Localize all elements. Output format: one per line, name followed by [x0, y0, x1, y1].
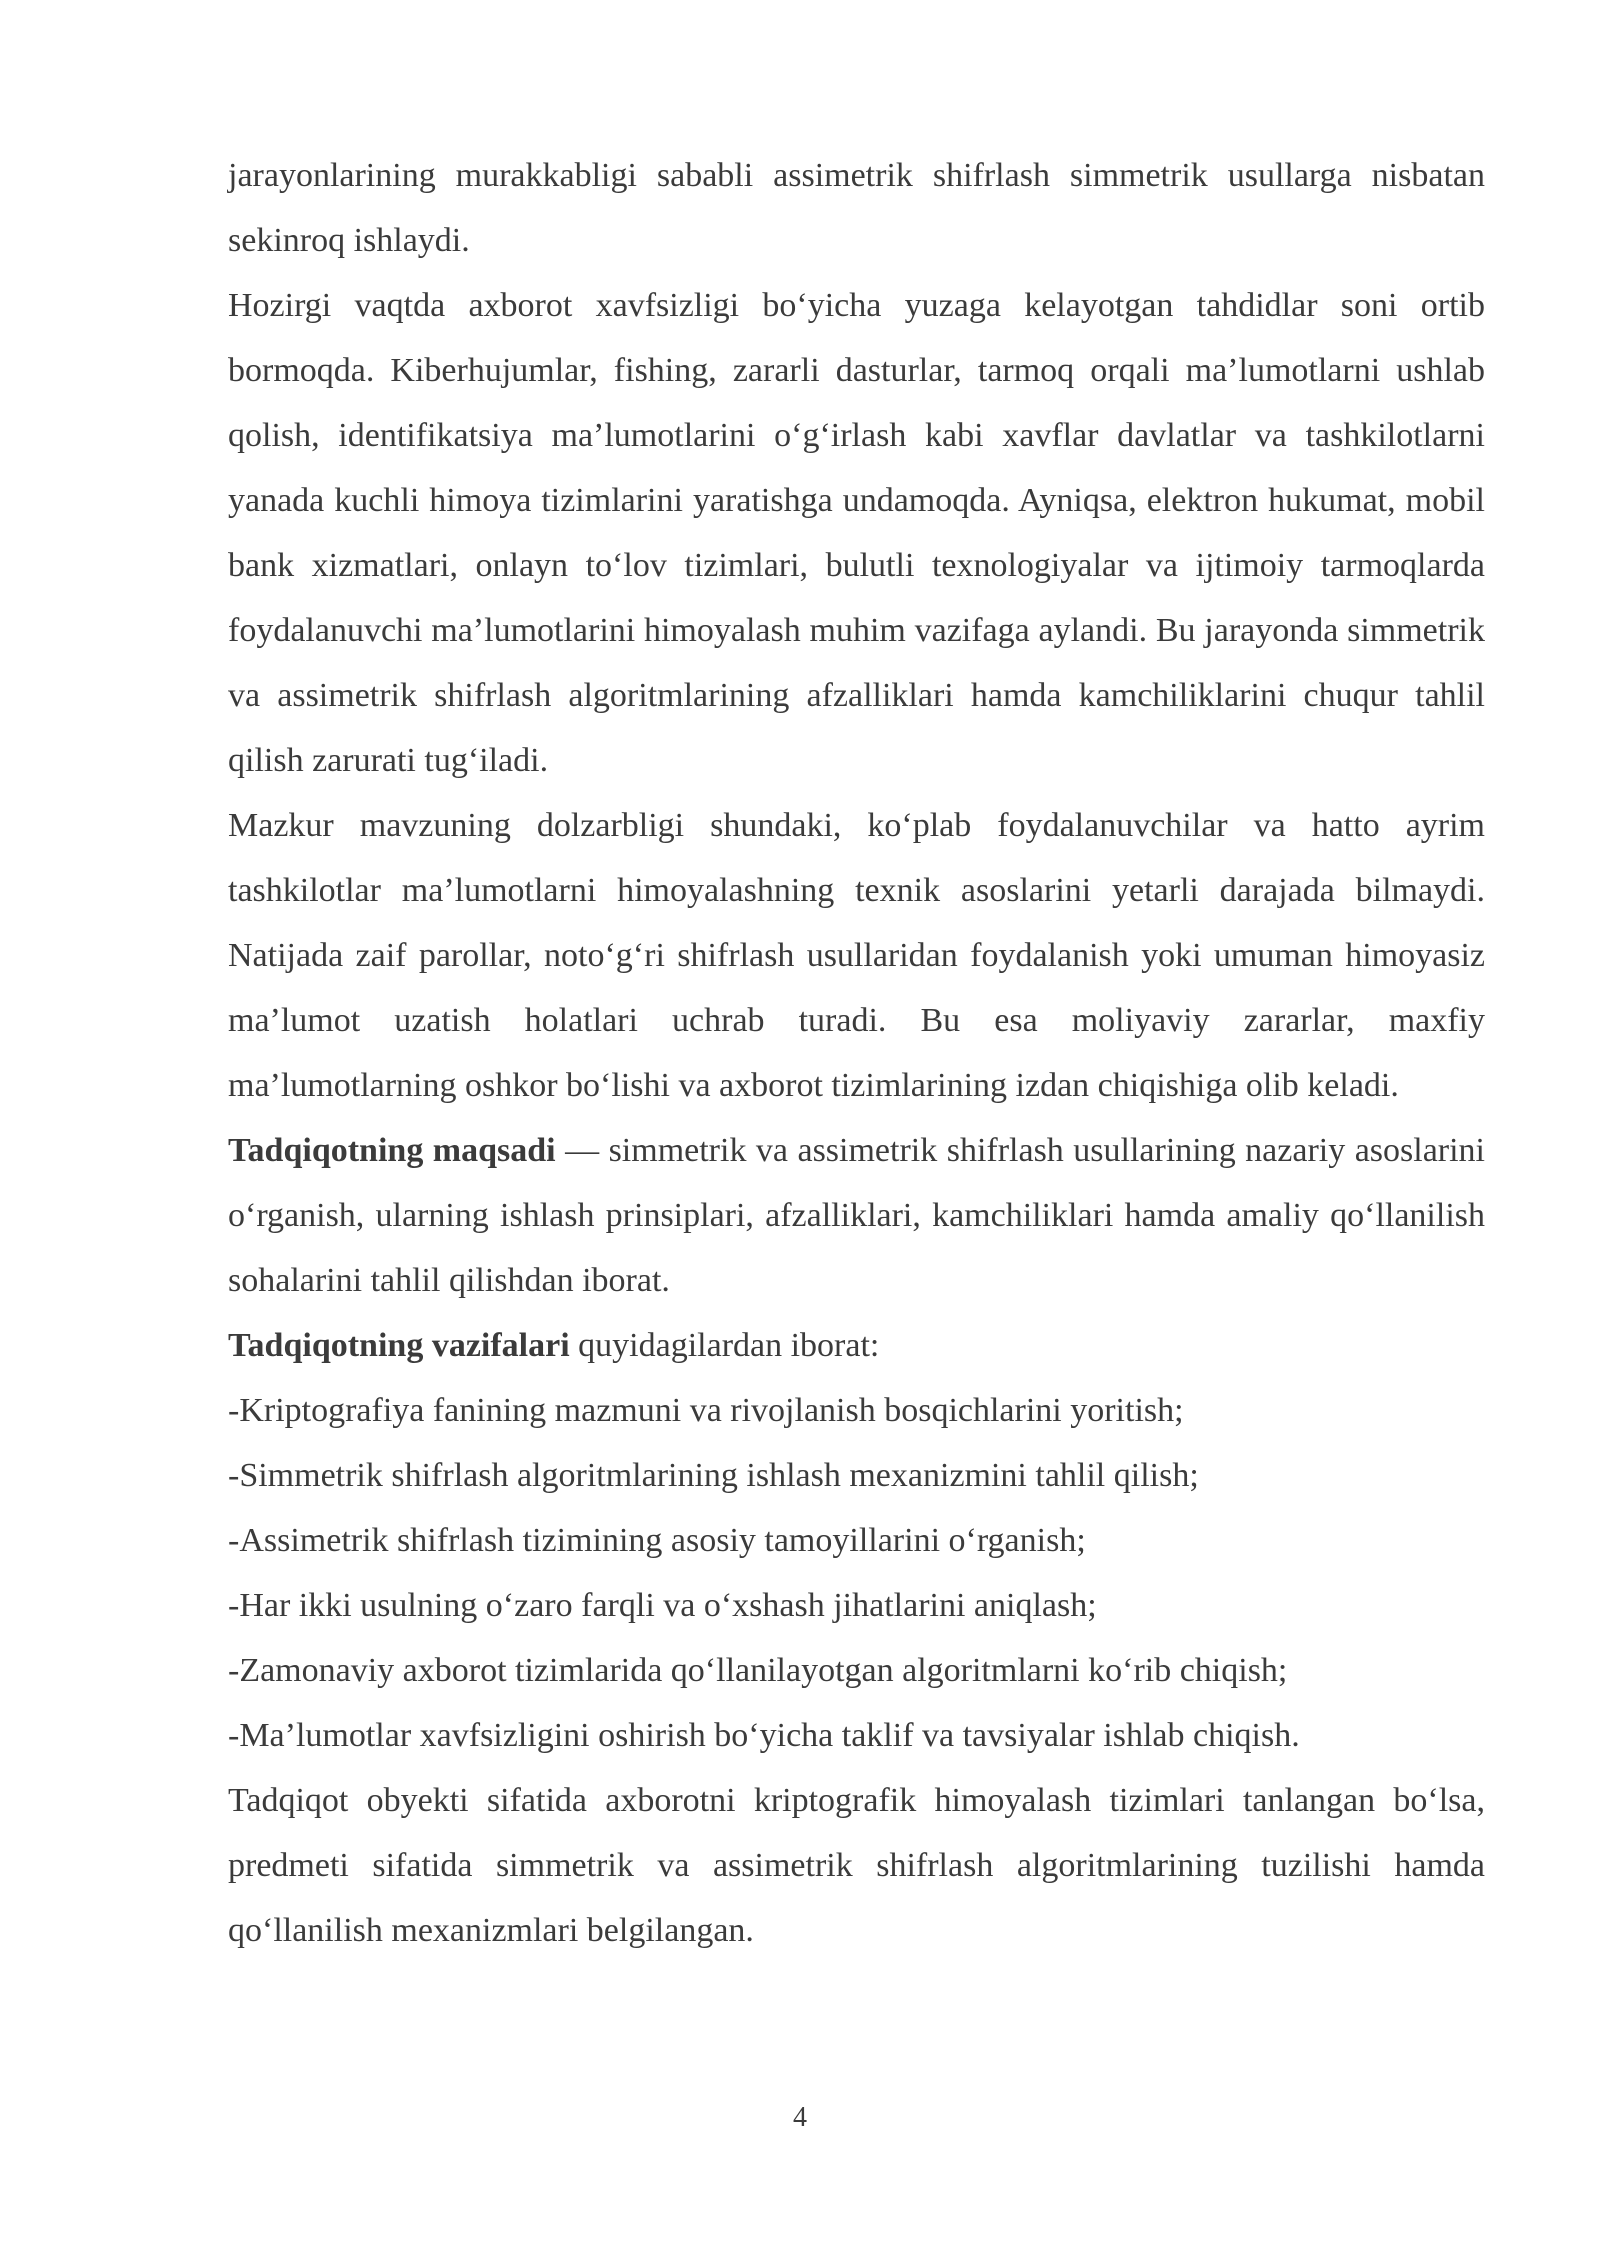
document-body	[228, 143, 1485, 1963]
research-goal-text: — simmetrik va assimetrik shifrlash usullarining nazariy asoslarini o‘rganish, ularning ishlash prinsiplari, afzalliklari, kamchiliklari hamda amaliy qo‘llanilish sohalarini tahlil qilishdan iborat.	[228, 1132, 1486, 1299]
research-tasks-label: Tadqiqotning vazifalari	[228, 1327, 570, 1364]
paragraph-continuation: jarayonlarining murakkabligi sababli assimetrik shifrlash simmetrik usullarga nisbatan sekinroq ishlaydi.	[228, 157, 1485, 259]
paragraph-research-tasks	[228, 1313, 1485, 1378]
research-tasks-intro: quyidagilardan iborat:	[569, 1327, 880, 1364]
task-item: -Assimetrik shifrlash tizimining asosiy tamoyillarini o‘rganish;	[228, 1522, 1086, 1559]
task-item: -Kriptografiya fanining mazmuni va rivojlanish bosqichlarini yoritish;	[228, 1392, 1184, 1429]
task-item: -Har ikki usulning o‘zaro farqli va o‘xshash jihatlarini aniqlash;	[228, 1587, 1097, 1624]
page-number: 4	[793, 2102, 807, 2133]
paragraph-threats: Hozirgi vaqtda axborot xavfsizligi bo‘yicha yuzaga kelayotgan tahdidlar soni ortib bormoqda. Kiberhujumlar, fishing, zararli dasturlar, tarmoq orqali ma’lumotlarni ushlab qolish, identifikatsiya ma’lumotlarini o‘g‘irlash kabi xavflar davlatlar va tashkilotlarni yanada kuchli himoya tizimlarini yaratishga undamoqda. Ayniqsa, elektron hukumat, mobil bank xizmatlari, onlayn to‘lov tizimlari, bulutli texnologiyalar va ijtimoiy tarmoqlarda foydalanuvchi ma’lumotlarini himoyalash muhim vazifaga aylandi. Bu jarayonda simmetrik va assimetrik shifrlash algoritmlarining afzalliklari hamda kamchiliklarini chuqur tahlil qilish zarurati tug‘iladi.	[228, 287, 1485, 779]
paragraph-object-subject: Tadqiqot obyekti sifatida axborotni kriptografik himoyalash tizimlari tanlangan bo‘lsa, predmeti sifatida simmetrik va assimetrik shifrlash algoritmlarining tuzilishi hamda qo‘llanilish mexanizmlari belgilangan.	[228, 1782, 1485, 1949]
paragraph-research-goal	[228, 1118, 1485, 1313]
task-item: -Simmetrik shifrlash algoritmlarining ishlash mexanizmini tahlil qilish;	[228, 1457, 1199, 1494]
paragraph-relevance: Mazkur mavzuning dolzarbligi shundaki, ko‘plab foydalanuvchilar va hatto ayrim tashkilotlar ma’lumotlarni himoyalashning texnik asoslarini yetarli darajada bilmaydi. Natijada zaif parollar, noto‘g‘ri shifrlash usullaridan foydalanish yoki umuman himoyasiz ma’lumot uzatish holatlari uchrab turadi. Bu esa moliyaviy zararlar, maxfiy ma’lumotlarning oshkor bo‘lishi va axborot tizimlarining izdan chiqishiga olib keladi.	[228, 807, 1485, 1104]
research-goal-label: Tadqiqotning maqsadi	[228, 1132, 556, 1169]
task-item: -Ma’lumotlar xavfsizligini oshirish bo‘yicha taklif va tavsiyalar ishlab chiqish.	[228, 1717, 1300, 1754]
task-item: -Zamonaviy axborot tizimlarida qo‘llanilayotgan algoritmlarni ko‘rib chiqish;	[228, 1652, 1288, 1689]
